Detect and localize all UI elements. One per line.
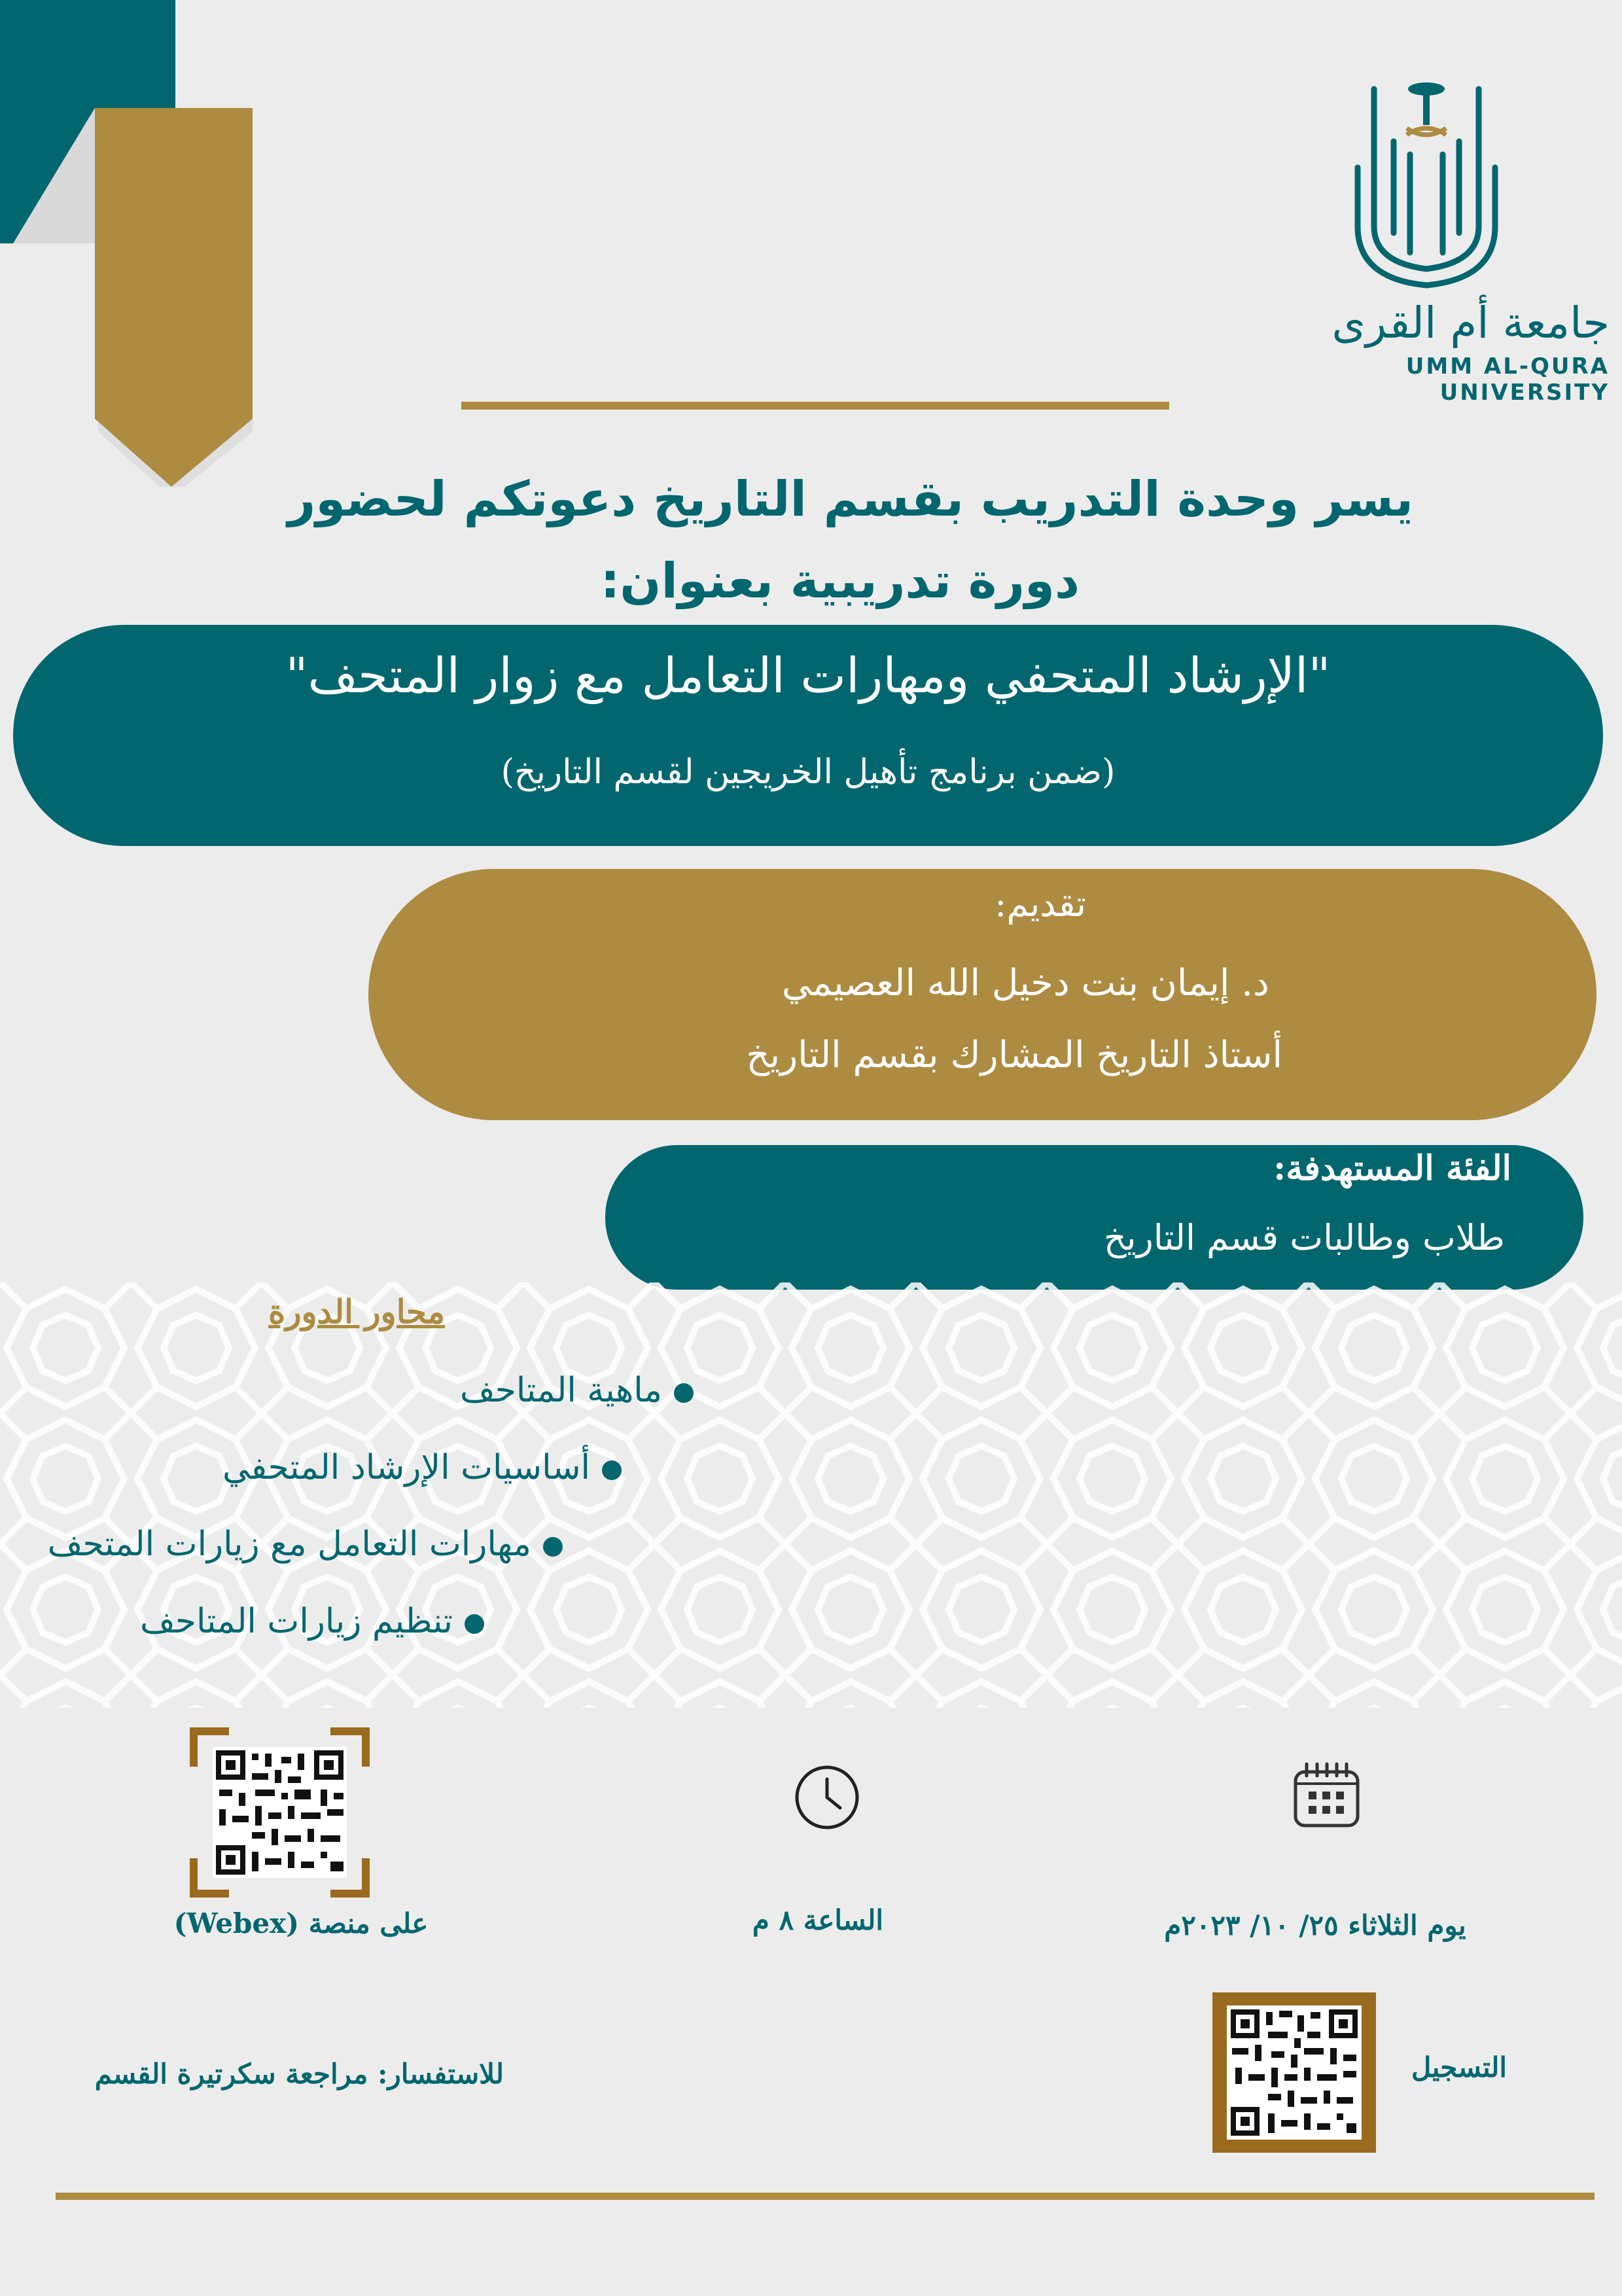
bullet-icon [674,1383,694,1403]
inquiry-note: للاستفسار: مراجعة سكرتيرة القسم [94,2058,504,2090]
bullet-icon [465,1614,484,1634]
register-label: التسجيل [1411,2051,1507,2083]
course-axes-title: محاور الدورة [268,1292,445,1331]
list-item: تنظيم زيارات المتاحف [124,1602,484,1661]
bullet-icon [602,1460,622,1480]
invitation-line-1: يسر وحدة التدريب بقسم التاريخ دعوتكم لحضور [287,471,1413,527]
calendar-icon [1292,1760,1361,1829]
corner-decoration [0,0,253,487]
logo-english-text: UMM AL-QURA UNIVERSITY [1405,353,1610,406]
event-platform: على منصة (Webex) [173,1907,429,1939]
list-item: مهارات التعامل مع زيارات المتحف [39,1525,563,1583]
event-time: الساعة ٨ م [752,1904,884,1936]
qr-code-icon[interactable] [1212,1992,1376,2153]
presenter-label: تقديم: [995,883,1086,925]
clock-icon [793,1763,862,1832]
divider [56,2193,1595,2200]
list-item: ماهية المتاحف [327,1371,694,1430]
qr-code-icon[interactable] [190,1727,370,1898]
course-title: "الإرشاد المتحفي ومهارات التعامل مع زوار المتحف" [285,648,1331,704]
university-emblem-icon [1345,63,1508,292]
course-subtitle: (ضمن برنامج تأهيل الخريجين لقسم التاريخ) [501,752,1116,792]
divider [461,402,1169,410]
audience-label: الفئة المستهدفة: [1273,1148,1511,1188]
invitation-line-2: دورة تدريبية بعنوان: [600,553,1080,609]
event-date: يوم الثلاثاء ٢٥/ ١٠/ ٢٠٢٣م [1164,1909,1466,1941]
bullet-icon [543,1537,563,1557]
audience-value: طلاب وطالبات قسم التاريخ [1103,1217,1505,1258]
logo-arabic-text: جامعة أم القرى [1331,298,1610,348]
presenter-name: د. إيمان بنت دخيل الله العصيمي [781,962,1269,1004]
list-item: أساسيات الإرشاد المتحفي [196,1448,622,1507]
presenter-title: أستاذ التاريخ المشارك بقسم التاريخ [746,1034,1282,1076]
